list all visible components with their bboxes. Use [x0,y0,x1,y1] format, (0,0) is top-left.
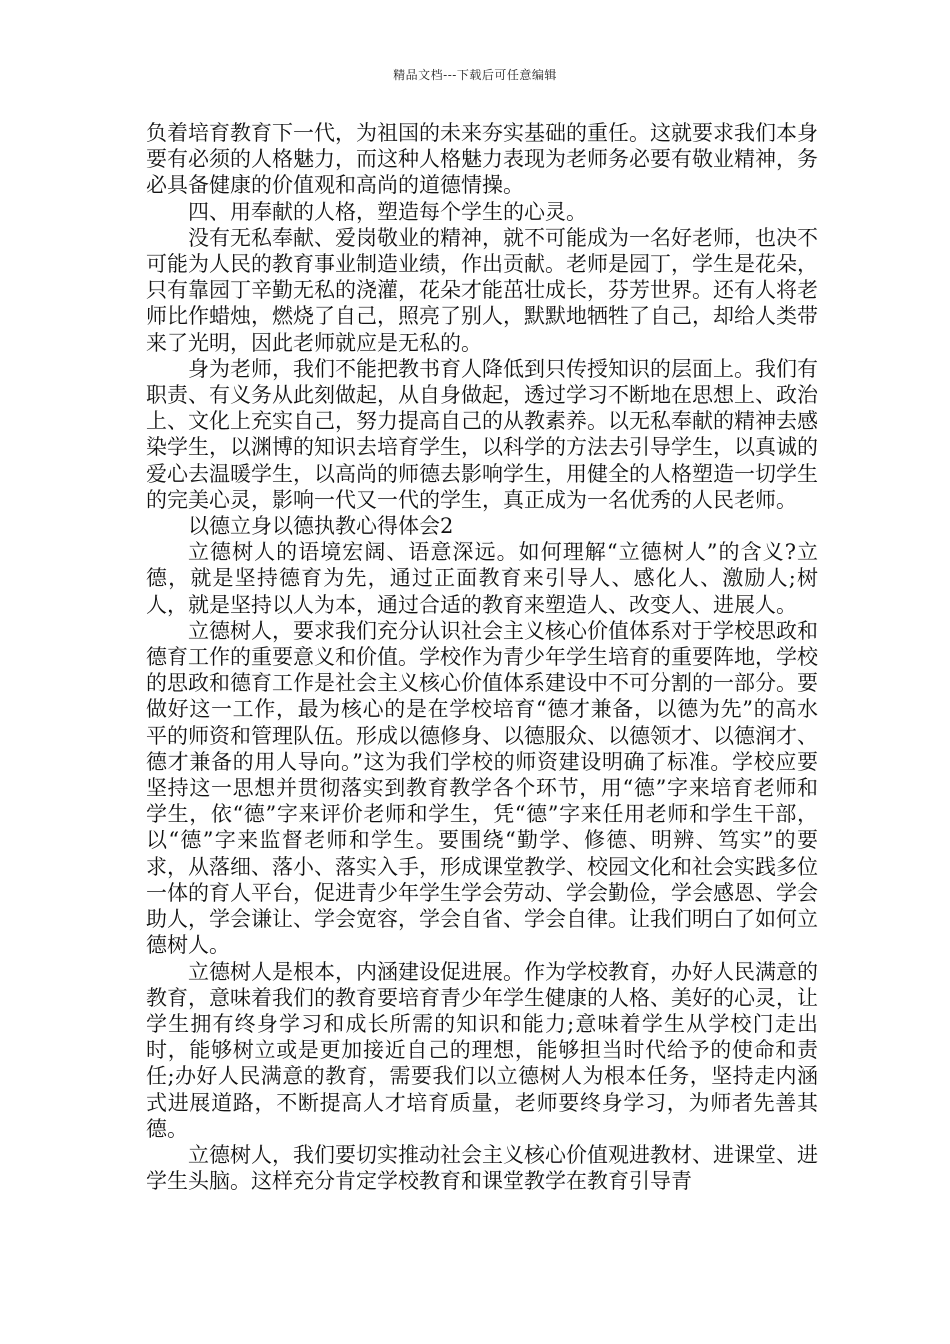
paragraph: 立德树人，我们要切实推动社会主义核心价值观进教材、进课堂、进学生头脑。这样充分肯定学校教育和课堂教学在教育引导青 [146,1142,818,1194]
paragraph: 负着培育教育下一代，为祖国的未来夯实基础的重任。这就要求我们本身要有必须的人格魅力，而这种人格魅力表现为老师务必要有敬业精神，务必具备健康的价值观和高尚的道德情操。 [146,121,818,198]
document-body [146,120,818,1194]
paragraph: 立德树人的语境宏阔、语意深远。如何理解“立德树人”的含义?立德，就是坚持德育为先，通过正面教育来引导人、感化人、激励人;树人，就是坚持以人为本，通过合适的教育来塑造人、改变人、进展人。 [146,540,818,617]
paragraph: 身为老师，我们不能把教书育人降低到只传授知识的层面上。我们有职责、有义务从此刻做起，从自身做起，透过学习不断地在思想上、政治上、文化上充实自己，努力提高自己的从教素养。以无私奉献的精神去感染学生，以渊博的知识去培育学生，以科学的方法去引导学生，以真诚的爱心去温暖学生，以高尚的师德去影响学生，用健全的人格塑造一切学生的完美心灵，影响一代又一代的学生，真正成为一名优秀的人民老师。 [146,356,818,512]
paragraph: 没有无私奉献、爱岗敬业的精神，就不可能成为一名好老师，也决不可能为人民的教育事业制造业绩，作出贡献。老师是园丁，学生是花朵，只有靠园丁辛勤无私的浇灌，花朵才能茁壮成长，芬芳世界。还有人将老师比作蜡烛，燃烧了自己，照亮了别人，默默地牺牲了自己，却给人类带来了光明，因此老师就应是无私的。 [146,225,818,355]
paragraph: 立德树人是根本，内涵建设促进展。作为学校教育，办好人民满意的教育，意味着我们的教育要培育青少年学生健康的人格、美好的心灵，让学生拥有终身学习和成长所需的知识和能力;意味着学生从学校门走出时，能够树立或是更加接近自己的理想，能够担当时代给予的使命和责任;办好人民满意的教育，需要我们以立德树人为根本任务，坚持走内涵式进展道路，不断提高人才培育质量，老师要终身学习，为师者先善其德。 [146,959,818,1141]
article-title: 以德立身以德执教心得体会2 [188,514,454,539]
paragraph: 立德树人，要求我们充分认识社会主义核心价值体系对于学校思政和德育工作的重要意义和价值。学校作为青少年学生培育的重要阵地，学校的思政和德育工作是社会主义核心价值体系建设中不可分割的一部分。要做好这一工作，最为核心的是在学校培育“德才兼备，以德为先”的高水平的师资和管理队伍。形成以德修身、以德服众、以德领才、以德润才、德才兼备的用人导向。”这为我们学校的师资建设明确了标准。学校应要坚持这一思想并贯彻落实到教育教学各个环节，用“德”字来培育老师和学生，依“德”字来评价老师和学生，凭“德”字来任用老师和学生干部，以“德”字来监督老师和学生。要围绕“勤学、修德、明辨、笃实”的要求，从落细、落小、落实入手，形成课堂教学、校园文化和社会实践多位一体的育人平台，促进青少年学生学会劳动、学会勤俭，学会感恩、学会助人，学会谦让、学会宽容，学会自省、学会自律。让我们明白了如何立德树人。 [146,618,818,958]
page-header: 精品文档---下载后可任意编辑 [393,68,557,82]
section-heading: 四、用奉献的人格，塑造每个学生的心灵。 [188,199,587,224]
